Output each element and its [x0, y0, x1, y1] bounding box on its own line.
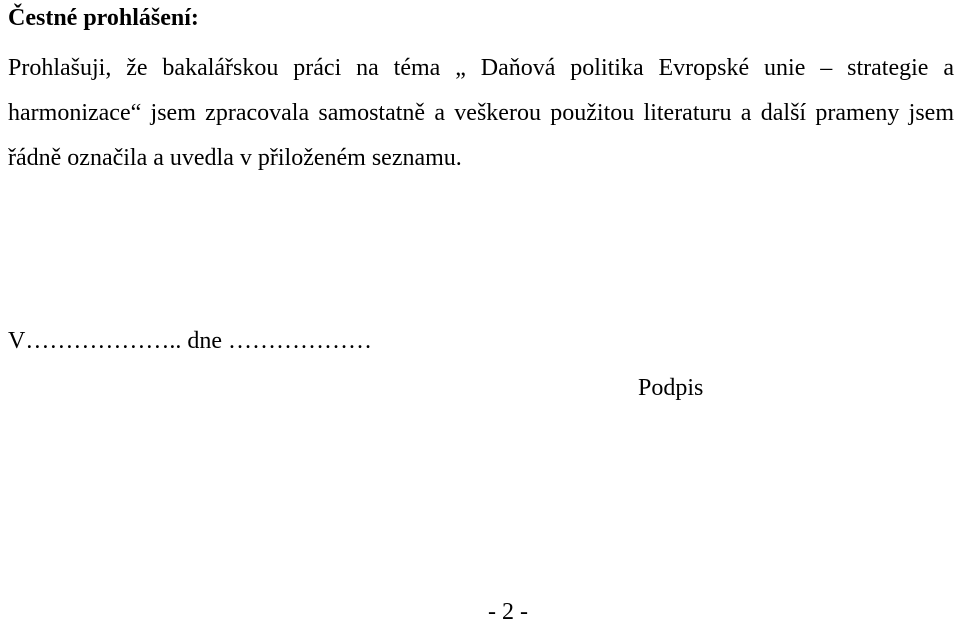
declaration-heading: Čestné prohlášení:: [8, 5, 199, 31]
signature-label: Podpis: [638, 375, 704, 401]
declaration-text: Prohlašuji, že bakalářskou práci na téma „ Daňová politika Evropské unie – strategie a harmonizace“ jsem zpracovala samostatně a veškerou použitou literaturu a další prameny jsem řádně označila a uvedla v přiloženém seznamu.: [8, 55, 954, 171]
place-date-line: V……………….. dne ………………: [8, 328, 372, 354]
page-number: - 2 -: [488, 599, 528, 625]
